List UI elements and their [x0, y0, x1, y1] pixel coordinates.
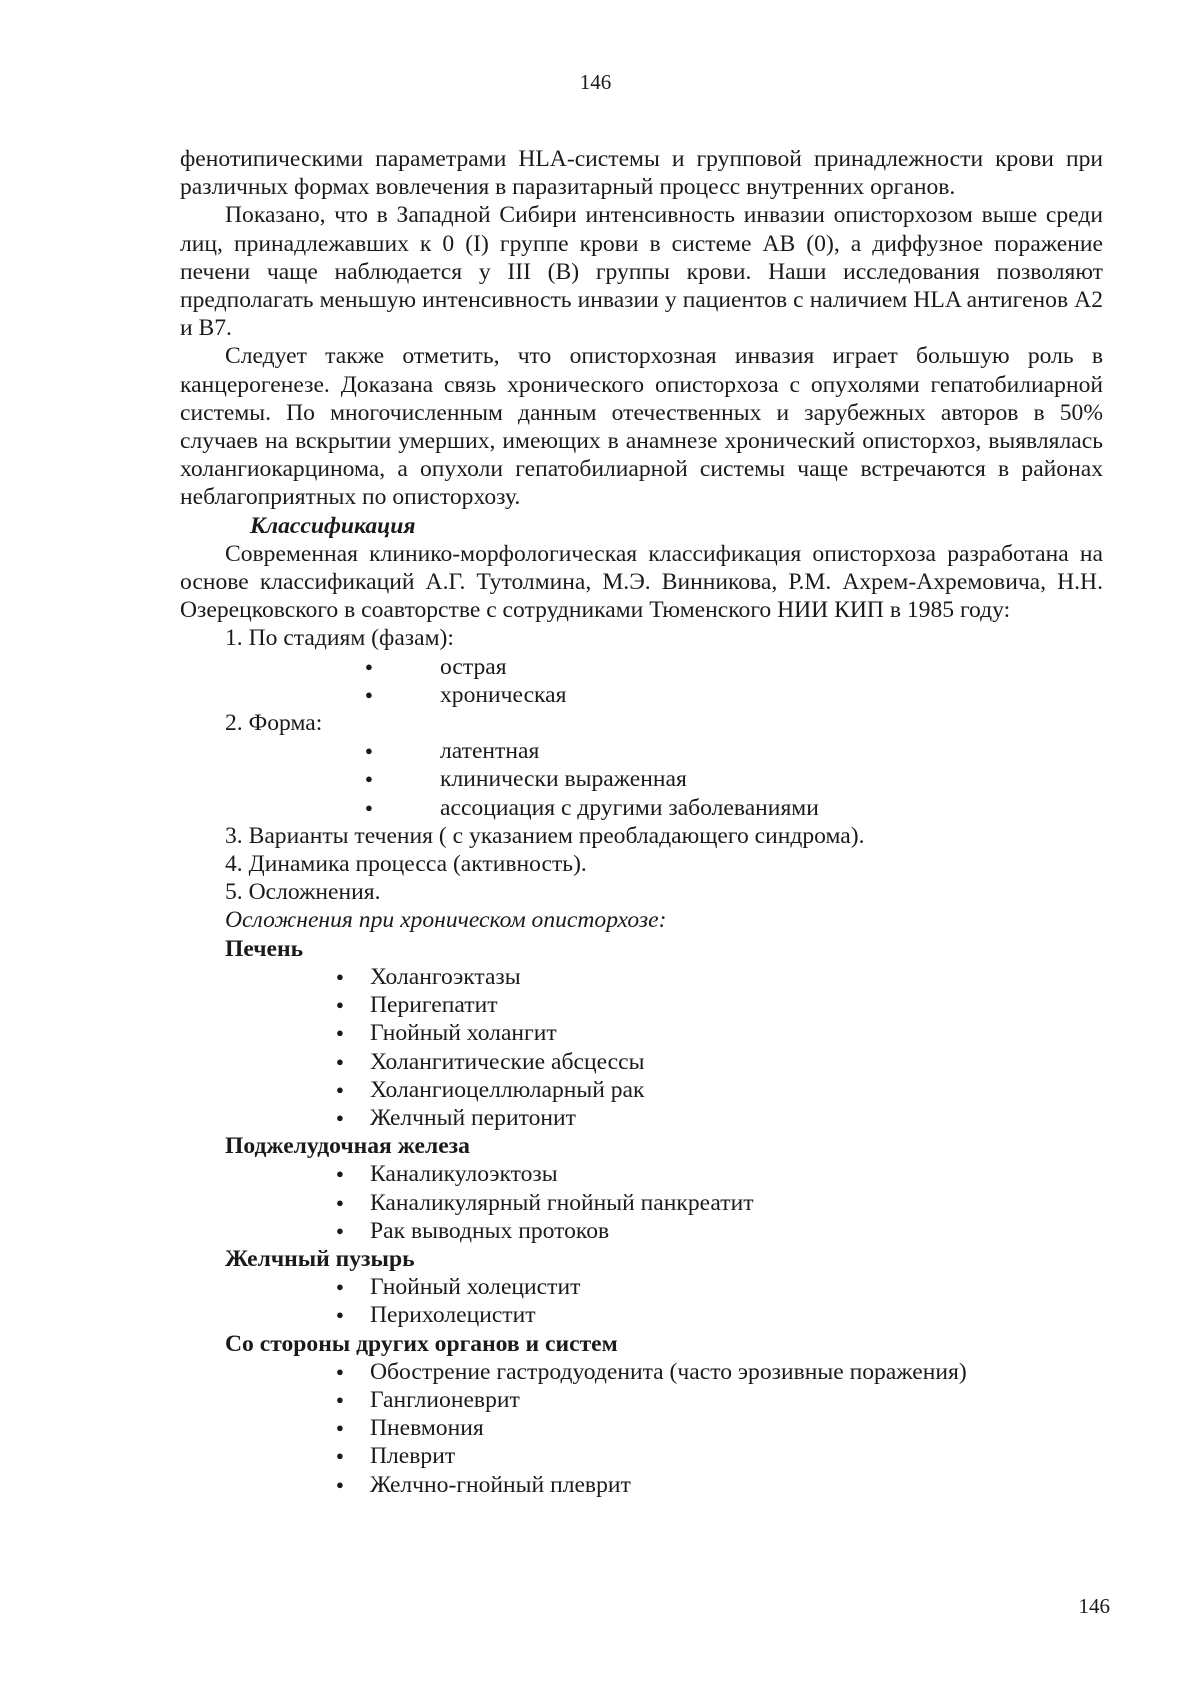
list-item: ● Рак выводных протоков: [180, 1217, 1103, 1245]
classification-item: [180, 822, 1103, 850]
classification-sublist: [225, 737, 1103, 822]
organ-heading-other-systems: Со стороны других органов и систем: [225, 1330, 618, 1357]
classification-item-label: 4. Динамика процесса (активность).: [225, 851, 587, 878]
complication-list-pancreas: [180, 1160, 1103, 1245]
list-item: ● Желчный перитонит: [180, 1104, 1103, 1132]
classification-sublist: [225, 653, 1103, 709]
classification-item: [180, 850, 1103, 878]
organ-heading-liver: Печень: [225, 935, 304, 962]
list-item: ● Перихолецистит: [180, 1301, 1103, 1329]
complication-list-gallbladder: [180, 1273, 1103, 1329]
classification-item: [180, 878, 1103, 906]
list-item: ● хроническая: [225, 681, 1103, 709]
classification-item-label: 3. Варианты течения ( с указанием преобладающего синдрома).: [225, 822, 865, 849]
classification-intro: Современная клинико-морфологическая классификация описторхоза разработана на основе классификаций А.Г. Тутолмина, М.Э. Винникова, Р.М. Ахрем-Ахремовича, Н.Н. Озерецковского в соавторстве с сотрудниками Тюменского НИИ КИП в 1985 году:: [180, 540, 1103, 624]
list-item: ● острая: [225, 653, 1103, 681]
list-item: ● латентная: [225, 737, 1103, 765]
list-item: ● клинически выраженная: [225, 765, 1103, 793]
paragraph: Следует также отметить, что описторхозная инвазия играет большую роль в канцерогенезе. Доказана связь хронического описторхоза с опухолями гепатобилиарной системы. По многочисленным данным отечественных и зарубежных авторов в 50% случаев на вскрытии умерших, имеющих в анамнезе хронический описторхоз, выявлялась холангиокарцинома, а опухоли гепатобилиарной системы чаще встречаются в районах неблагоприятных по описторхозу.: [180, 343, 1103, 511]
list-item: ● Холангиоцеллюларный рак: [180, 1076, 1103, 1104]
organ-heading-gallbladder: Желчный пузырь: [225, 1245, 415, 1272]
list-item: ● Пневмония: [180, 1414, 1103, 1442]
classification-item-label: 2. Форма:: [225, 710, 323, 737]
classification-item-label: 5. Осложнения.: [225, 879, 381, 906]
page-number-bottom: 146: [1078, 1594, 1110, 1618]
paragraph: Показано, что в Западной Сибири интенсивность инвазии описторхозом выше среди лиц, принадлежавших к 0 (I) группе крови в системе АВ (0), а диффузное поражение печени чаще наблюдается у III (В) группы крови. Наши исследования позволяют предполагать меньшую интенсивность инвазии у пациентов с наличием HLA антигенов А2 и В7.: [180, 202, 1103, 342]
list-item: ● Каналикулярный гнойный панкреатит: [180, 1189, 1103, 1217]
list-item: ● Гнойный холангит: [180, 1019, 1103, 1047]
list-item: ● Холангоэктазы: [180, 963, 1103, 991]
classification-item: [180, 709, 1103, 822]
list-item: ● Перигепатит: [180, 991, 1103, 1019]
paragraph: фенотипическими параметрами HLA-системы и групповой принадлежности крови при различных формах вовлечения в паразитарный процесс внутренних органов.: [180, 146, 1103, 201]
list-item: ● ассоциация с другими заболеваниями: [225, 794, 1103, 822]
classification-list: [180, 624, 1103, 906]
list-item: ● Холангитические абсцессы: [180, 1048, 1103, 1076]
section-heading: Классификация: [250, 512, 416, 539]
list-item: ● Желчно-гнойный плеврит: [180, 1471, 1103, 1499]
classification-item: [180, 624, 1103, 709]
page-number-top: 146: [579, 70, 612, 94]
page-content: [180, 145, 1103, 1499]
complication-list-other-systems: [180, 1358, 1103, 1499]
classification-item-label: 1. По стадиям (фазам):: [225, 625, 454, 652]
list-item: ● Каналикулоэктозы: [180, 1160, 1103, 1188]
list-item: ● Плеврит: [180, 1442, 1103, 1470]
complications-title: Осложнения при хроническом описторхозе:: [225, 907, 667, 934]
list-item: ● Обострение гастродуоденита (часто эрозивные поражения): [180, 1358, 1103, 1386]
complication-list-liver: [180, 963, 1103, 1132]
organ-heading-pancreas: Поджелудочная железа: [225, 1133, 470, 1160]
list-item: ● Гнойный холецистит: [180, 1273, 1103, 1301]
list-item: ● Ганглионеврит: [180, 1386, 1103, 1414]
